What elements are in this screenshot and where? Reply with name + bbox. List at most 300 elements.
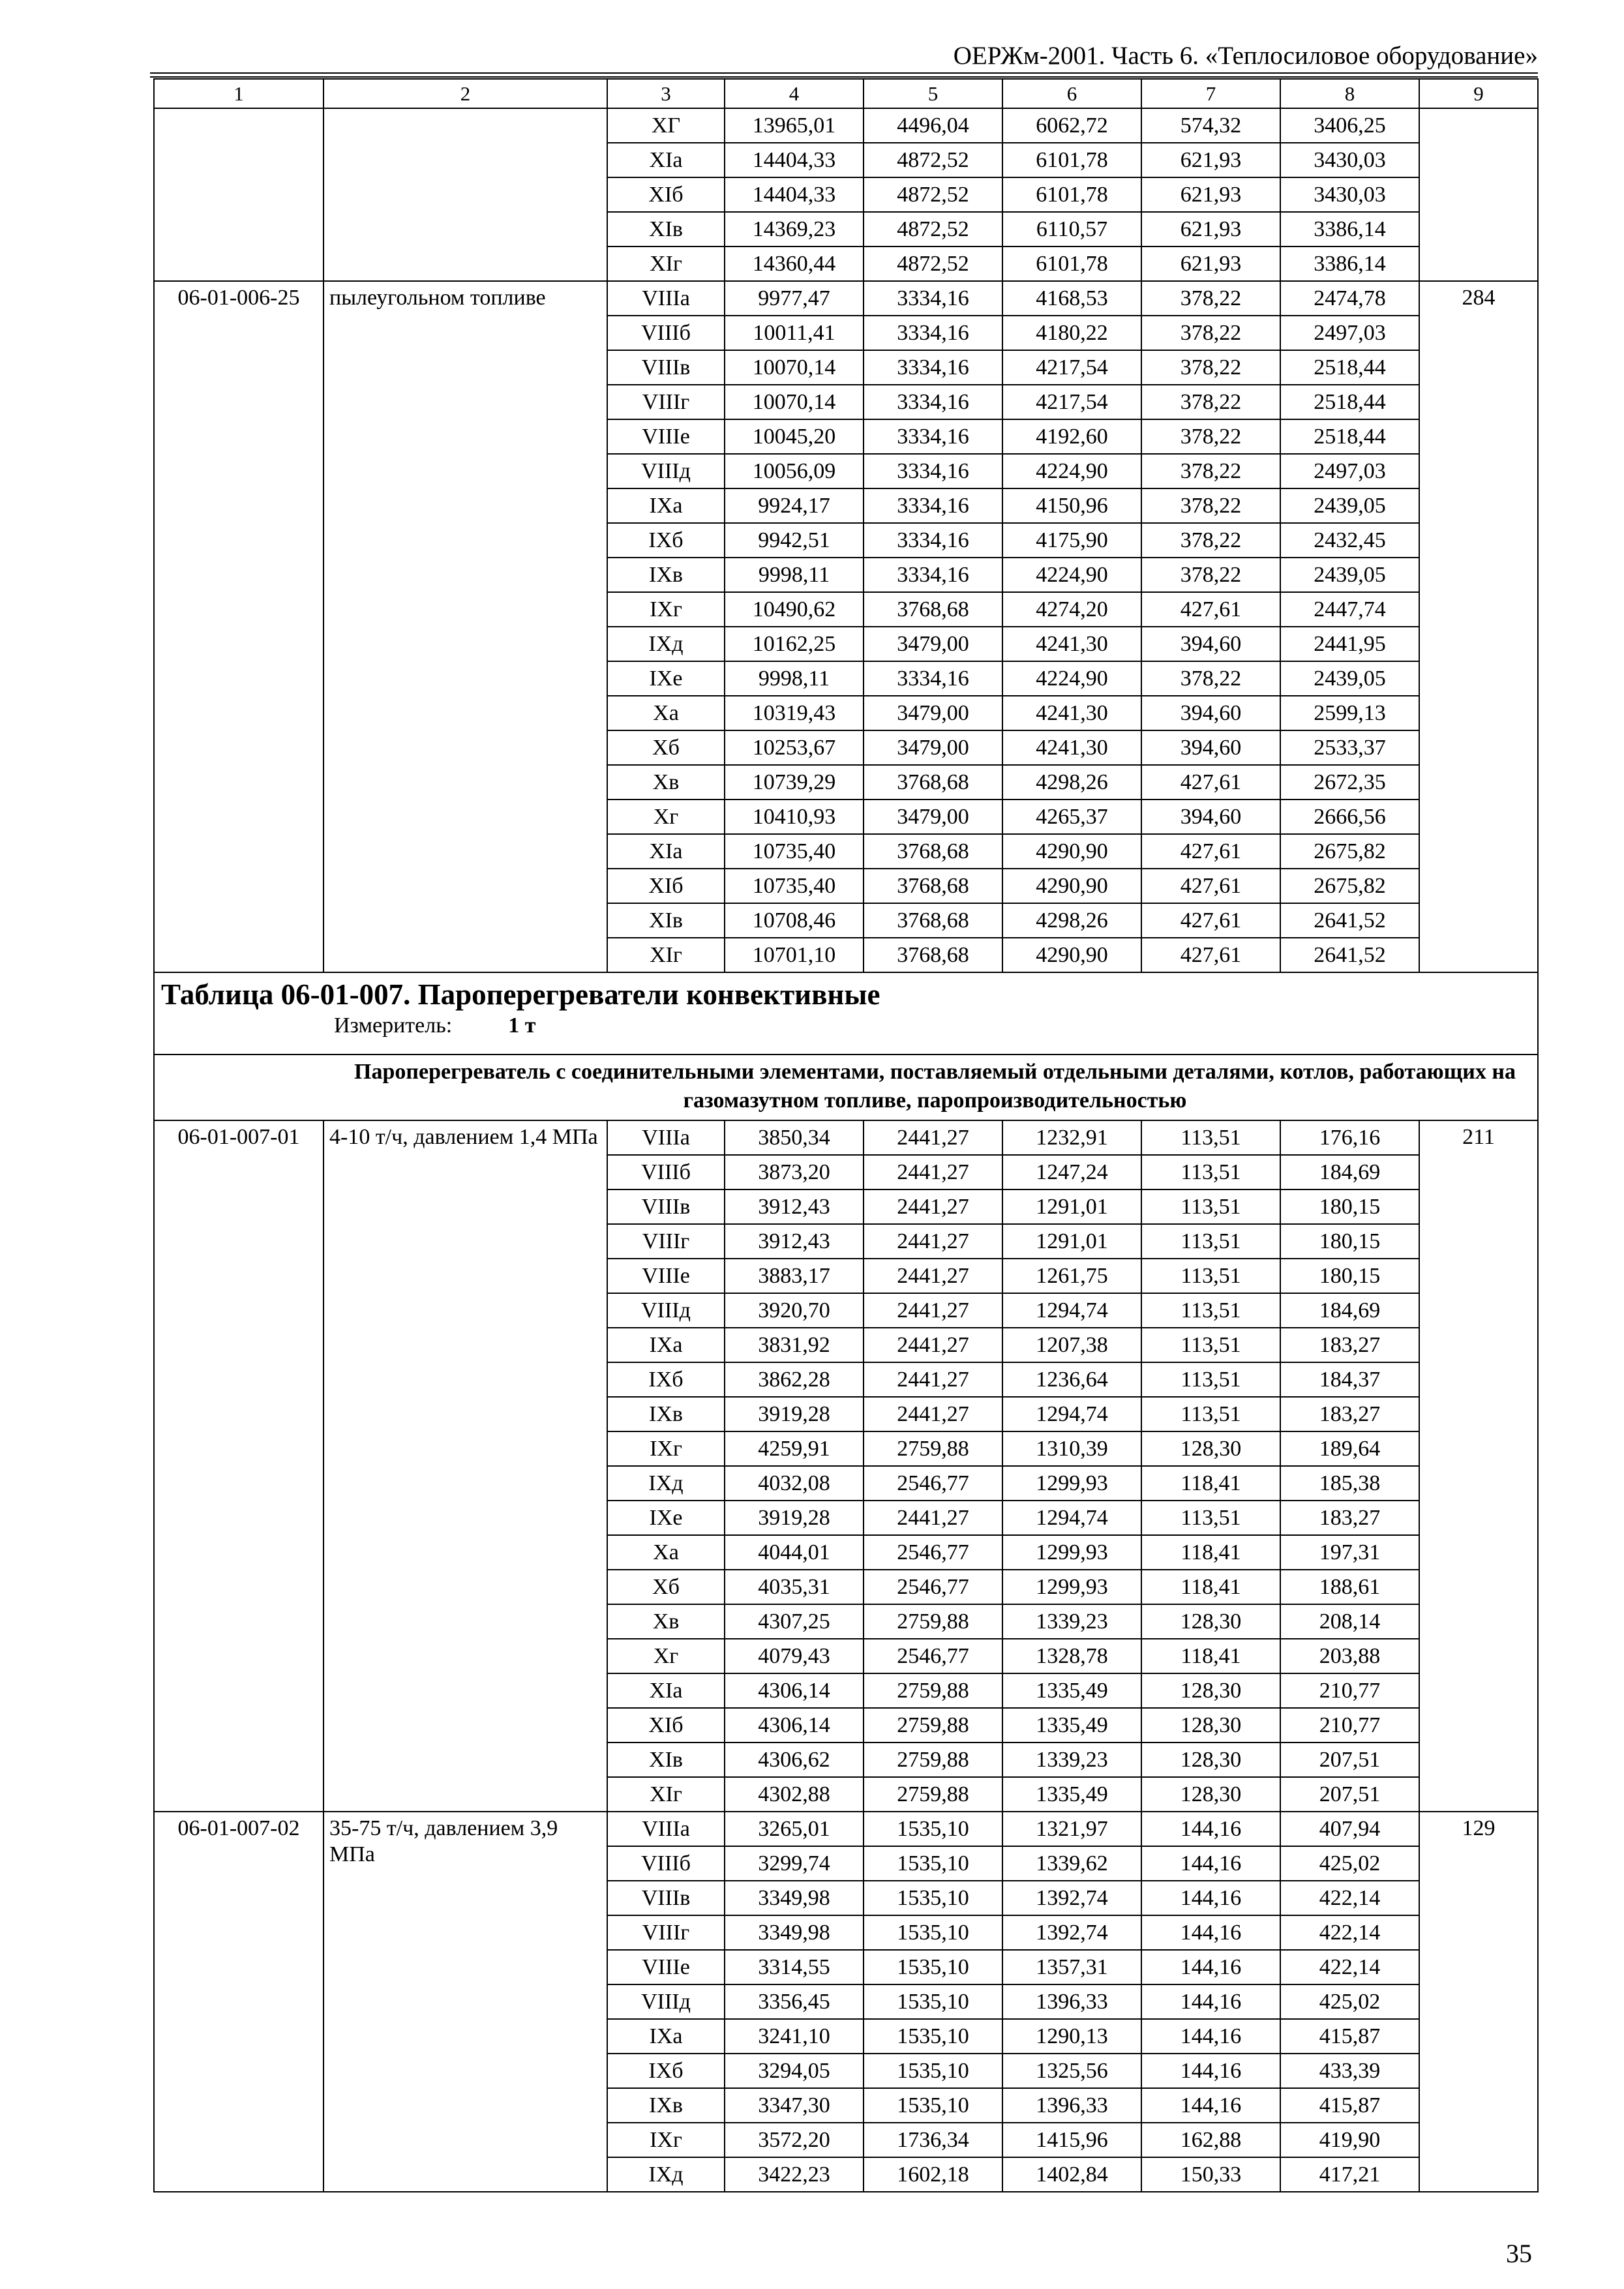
value-cell: 4180,22 xyxy=(1002,316,1141,350)
value-cell: 4224,90 xyxy=(1002,558,1141,592)
zone-cell: VIIIа xyxy=(607,1812,725,1846)
value-cell: 3334,16 xyxy=(864,281,1002,316)
value-cell: 4872,52 xyxy=(864,247,1002,281)
value-cell: 422,14 xyxy=(1280,1881,1419,1915)
value-cell: 427,61 xyxy=(1141,869,1280,903)
value-cell: 3912,43 xyxy=(725,1224,864,1259)
value-cell: 1396,33 xyxy=(1002,2088,1141,2123)
value-cell: 2441,95 xyxy=(1280,627,1419,661)
zone-cell: VIIIб xyxy=(607,316,725,350)
value-cell: 2759,88 xyxy=(864,1673,1002,1708)
value-cell: 3919,28 xyxy=(725,1397,864,1431)
zone-cell: VIIIб xyxy=(607,1846,725,1881)
value-cell: 144,16 xyxy=(1141,1846,1280,1881)
zone-cell: IXе xyxy=(607,1501,725,1535)
zone-cell: VIIIа xyxy=(607,1120,725,1155)
measure-value: 1 т xyxy=(508,1013,536,1038)
value-cell: 427,61 xyxy=(1141,834,1280,869)
value-cell: 180,15 xyxy=(1280,1259,1419,1293)
value-cell: 3850,34 xyxy=(725,1120,864,1155)
value-cell: 113,51 xyxy=(1141,1155,1280,1189)
value-cell: 3334,16 xyxy=(864,385,1002,419)
value-cell: 4044,01 xyxy=(725,1535,864,1570)
zone-cell: XГ xyxy=(607,108,725,143)
value-cell: 1207,38 xyxy=(1002,1328,1141,1362)
value-cell: 10162,25 xyxy=(725,627,864,661)
value-cell: 1328,78 xyxy=(1002,1639,1141,1673)
value-cell: 1247,24 xyxy=(1002,1155,1141,1189)
value-cell: 1602,18 xyxy=(864,2157,1002,2192)
value-cell: 2533,37 xyxy=(1280,730,1419,765)
zone-cell: VIIIа xyxy=(607,281,725,316)
value-cell: 378,22 xyxy=(1141,558,1280,592)
value-cell: 1736,34 xyxy=(864,2123,1002,2157)
value-cell: 4241,30 xyxy=(1002,730,1141,765)
value-cell: 3768,68 xyxy=(864,592,1002,627)
value-cell: 10056,09 xyxy=(725,454,864,488)
value-cell: 394,60 xyxy=(1141,730,1280,765)
zone-cell: XIб xyxy=(607,869,725,903)
value-cell: 118,41 xyxy=(1141,1535,1280,1570)
zone-cell: Xг xyxy=(607,800,725,834)
zone-cell: XIв xyxy=(607,903,725,938)
value-cell: 10735,40 xyxy=(725,869,864,903)
value-cell: 9998,11 xyxy=(725,661,864,696)
value-cell: 2432,45 xyxy=(1280,523,1419,558)
value-cell: 4175,90 xyxy=(1002,523,1141,558)
value-cell: 113,51 xyxy=(1141,1328,1280,1362)
value-cell: 3294,05 xyxy=(725,2054,864,2088)
value-cell: 1294,74 xyxy=(1002,1397,1141,1431)
value-cell: 1232,91 xyxy=(1002,1120,1141,1155)
col9-cell xyxy=(1419,108,1538,281)
zone-cell: IXб xyxy=(607,1362,725,1397)
value-cell: 2546,77 xyxy=(864,1639,1002,1673)
value-cell: 2546,77 xyxy=(864,1535,1002,1570)
description-cell: 4-10 т/ч, давлением 1,4 МПа xyxy=(323,1120,607,1812)
value-cell: 14369,23 xyxy=(725,212,864,247)
value-cell: 427,61 xyxy=(1141,903,1280,938)
value-cell: 180,15 xyxy=(1280,1189,1419,1224)
zone-cell: XIв xyxy=(607,1743,725,1777)
measure-label: Измеритель: xyxy=(334,1013,453,1038)
value-cell: 378,22 xyxy=(1141,661,1280,696)
col9-cell: 284 xyxy=(1419,281,1538,972)
value-cell: 2599,13 xyxy=(1280,696,1419,730)
value-cell: 3430,03 xyxy=(1280,177,1419,212)
value-cell: 3430,03 xyxy=(1280,143,1419,177)
header-rule-second xyxy=(150,76,1538,78)
value-cell: 1339,23 xyxy=(1002,1604,1141,1639)
value-cell: 2441,27 xyxy=(864,1189,1002,1224)
value-cell: 184,37 xyxy=(1280,1362,1419,1397)
value-cell: 3873,20 xyxy=(725,1155,864,1189)
value-cell: 118,41 xyxy=(1141,1570,1280,1604)
value-cell: 621,93 xyxy=(1141,247,1280,281)
value-cell: 118,41 xyxy=(1141,1639,1280,1673)
value-cell: 162,88 xyxy=(1141,2123,1280,2157)
column-number: 7 xyxy=(1141,79,1280,108)
zone-cell: IXд xyxy=(607,1466,725,1501)
value-cell: 10045,20 xyxy=(725,419,864,454)
zone-cell: XIа xyxy=(607,143,725,177)
zone-cell: XIг xyxy=(607,938,725,972)
zone-cell: VIIIе xyxy=(607,1950,725,1984)
table-body xyxy=(154,79,1538,2192)
value-cell: 3912,43 xyxy=(725,1189,864,1224)
value-cell: 1335,49 xyxy=(1002,1673,1141,1708)
description-cell xyxy=(323,108,607,281)
value-cell: 378,22 xyxy=(1141,316,1280,350)
section-row xyxy=(154,1055,1538,1120)
value-cell: 394,60 xyxy=(1141,696,1280,730)
value-cell: 2666,56 xyxy=(1280,800,1419,834)
col9-cell: 211 xyxy=(1419,1120,1538,1812)
table-title-row xyxy=(154,972,1538,1055)
value-cell: 415,87 xyxy=(1280,2088,1419,2123)
value-cell: 3299,74 xyxy=(725,1846,864,1881)
value-cell: 3265,01 xyxy=(725,1812,864,1846)
value-cell: 4168,53 xyxy=(1002,281,1141,316)
value-cell: 2518,44 xyxy=(1280,385,1419,419)
zone-cell: Xв xyxy=(607,1604,725,1639)
section-description: Пароперегреватель с соединительными элементами, поставляемый отдельными деталями, котлов, работающих на газомазутном топливе, паропроизводительностью xyxy=(354,1060,1516,1113)
value-cell: 2441,27 xyxy=(864,1328,1002,1362)
value-cell: 180,15 xyxy=(1280,1224,1419,1259)
value-cell: 3334,16 xyxy=(864,558,1002,592)
value-cell: 2439,05 xyxy=(1280,661,1419,696)
zone-cell: VIIIд xyxy=(607,1293,725,1328)
value-cell: 6101,78 xyxy=(1002,247,1141,281)
value-cell: 1535,10 xyxy=(864,1812,1002,1846)
value-cell: 1325,56 xyxy=(1002,2054,1141,2088)
value-cell: 2641,52 xyxy=(1280,938,1419,972)
value-cell: 1294,74 xyxy=(1002,1501,1141,1535)
value-cell: 378,22 xyxy=(1141,281,1280,316)
value-cell: 4306,14 xyxy=(725,1673,864,1708)
value-cell: 6101,78 xyxy=(1002,143,1141,177)
value-cell: 3334,16 xyxy=(864,350,1002,385)
zone-cell: VIIIе xyxy=(607,419,725,454)
value-cell: 3356,45 xyxy=(725,1984,864,2019)
value-cell: 4265,37 xyxy=(1002,800,1141,834)
column-number: 5 xyxy=(864,79,1002,108)
value-cell: 1339,62 xyxy=(1002,1846,1141,1881)
value-cell: 407,94 xyxy=(1280,1812,1419,1846)
value-cell: 1396,33 xyxy=(1002,1984,1141,2019)
value-cell: 621,93 xyxy=(1141,212,1280,247)
value-cell: 6110,57 xyxy=(1002,212,1141,247)
zone-cell: IXб xyxy=(607,523,725,558)
zone-cell: VIIIг xyxy=(607,1224,725,1259)
column-number: 9 xyxy=(1419,79,1538,108)
value-cell: 378,22 xyxy=(1141,350,1280,385)
value-cell: 14360,44 xyxy=(725,247,864,281)
value-cell: 144,16 xyxy=(1141,2088,1280,2123)
zone-cell: IXг xyxy=(607,1431,725,1466)
zone-cell: VIIIд xyxy=(607,1984,725,2019)
value-cell: 128,30 xyxy=(1141,1673,1280,1708)
value-cell: 4872,52 xyxy=(864,177,1002,212)
value-cell: 4298,26 xyxy=(1002,903,1141,938)
value-cell: 3479,00 xyxy=(864,696,1002,730)
value-cell: 9924,17 xyxy=(725,488,864,523)
zone-cell: IXа xyxy=(607,1328,725,1362)
zone-cell: XIг xyxy=(607,247,725,281)
value-cell: 1392,74 xyxy=(1002,1881,1141,1915)
value-cell: 4274,20 xyxy=(1002,592,1141,627)
page-number: 35 xyxy=(1506,2239,1532,2268)
value-cell: 113,51 xyxy=(1141,1397,1280,1431)
value-cell: 1415,96 xyxy=(1002,2123,1141,2157)
value-cell: 10735,40 xyxy=(725,834,864,869)
value-cell: 183,27 xyxy=(1280,1328,1419,1362)
value-cell: 128,30 xyxy=(1141,1708,1280,1743)
column-number: 8 xyxy=(1280,79,1419,108)
value-cell: 2546,77 xyxy=(864,1466,1002,1501)
value-cell: 128,30 xyxy=(1141,1604,1280,1639)
value-cell: 4150,96 xyxy=(1002,488,1141,523)
value-cell: 1535,10 xyxy=(864,1881,1002,1915)
value-cell: 2759,88 xyxy=(864,1604,1002,1639)
zone-cell: Xг xyxy=(607,1639,725,1673)
value-cell: 4035,31 xyxy=(725,1570,864,1604)
value-cell: 3349,98 xyxy=(725,1915,864,1950)
value-cell: 2672,35 xyxy=(1280,765,1419,800)
table-title-cell xyxy=(154,972,1538,1055)
table-row xyxy=(154,1120,1538,1155)
zone-cell: VIIIг xyxy=(607,1915,725,1950)
value-cell: 3572,20 xyxy=(725,2123,864,2157)
zone-cell: Xа xyxy=(607,696,725,730)
value-cell: 1335,49 xyxy=(1002,1708,1141,1743)
value-cell: 113,51 xyxy=(1141,1224,1280,1259)
code-cell xyxy=(154,108,323,281)
zone-cell: IXе xyxy=(607,661,725,696)
value-cell: 378,22 xyxy=(1141,419,1280,454)
value-cell: 113,51 xyxy=(1141,1293,1280,1328)
value-cell: 417,21 xyxy=(1280,2157,1419,2192)
value-cell: 3883,17 xyxy=(725,1259,864,1293)
value-cell: 9998,11 xyxy=(725,558,864,592)
value-cell: 128,30 xyxy=(1141,1431,1280,1466)
value-cell: 2675,82 xyxy=(1280,869,1419,903)
table-row xyxy=(154,108,1538,143)
value-cell: 425,02 xyxy=(1280,1984,1419,2019)
value-cell: 3314,55 xyxy=(725,1950,864,1984)
value-cell: 1535,10 xyxy=(864,1984,1002,2019)
value-cell: 210,77 xyxy=(1280,1673,1419,1708)
zone-cell: VIIIб xyxy=(607,1155,725,1189)
column-number: 4 xyxy=(725,79,864,108)
table-title: Таблица 06-01-007. Пароперегреватели конвективные xyxy=(161,978,880,1011)
zone-cell: IXг xyxy=(607,592,725,627)
column-number: 6 xyxy=(1002,79,1141,108)
value-cell: 10319,43 xyxy=(725,696,864,730)
value-cell: 2441,27 xyxy=(864,1397,1002,1431)
value-cell: 3479,00 xyxy=(864,800,1002,834)
value-cell: 2759,88 xyxy=(864,1431,1002,1466)
zone-cell: VIIIв xyxy=(607,350,725,385)
value-cell: 3347,30 xyxy=(725,2088,864,2123)
section-cell xyxy=(154,1055,1538,1120)
value-cell: 2675,82 xyxy=(1280,834,1419,869)
value-cell: 4217,54 xyxy=(1002,350,1141,385)
value-cell: 4872,52 xyxy=(864,212,1002,247)
header-rule xyxy=(150,72,1538,74)
value-cell: 4307,25 xyxy=(725,1604,864,1639)
zone-cell: VIIIг xyxy=(607,385,725,419)
value-cell: 394,60 xyxy=(1141,627,1280,661)
value-cell: 378,22 xyxy=(1141,385,1280,419)
value-cell: 2441,27 xyxy=(864,1224,1002,1259)
value-cell: 2518,44 xyxy=(1280,419,1419,454)
value-cell: 1535,10 xyxy=(864,2019,1002,2054)
value-cell: 4298,26 xyxy=(1002,765,1141,800)
value-cell: 9977,47 xyxy=(725,281,864,316)
value-cell: 118,41 xyxy=(1141,1466,1280,1501)
value-cell: 4241,30 xyxy=(1002,696,1141,730)
value-cell: 10490,62 xyxy=(725,592,864,627)
value-cell: 10011,41 xyxy=(725,316,864,350)
value-cell: 208,14 xyxy=(1280,1604,1419,1639)
value-cell: 427,61 xyxy=(1141,765,1280,800)
value-cell: 2441,27 xyxy=(864,1155,1002,1189)
value-cell: 378,22 xyxy=(1141,488,1280,523)
value-cell: 144,16 xyxy=(1141,1812,1280,1846)
value-cell: 10739,29 xyxy=(725,765,864,800)
value-cell: 9942,51 xyxy=(725,523,864,558)
value-cell: 4302,88 xyxy=(725,1777,864,1812)
value-cell: 419,90 xyxy=(1280,2123,1419,2157)
value-cell: 4259,91 xyxy=(725,1431,864,1466)
column-number-row xyxy=(154,79,1538,108)
value-cell: 2441,27 xyxy=(864,1120,1002,1155)
value-cell: 4872,52 xyxy=(864,143,1002,177)
value-cell: 415,87 xyxy=(1280,2019,1419,2054)
value-cell: 621,93 xyxy=(1141,177,1280,212)
value-cell: 14404,33 xyxy=(725,143,864,177)
value-cell: 113,51 xyxy=(1141,1501,1280,1535)
zone-cell: IXб xyxy=(607,2054,725,2088)
value-cell: 1299,93 xyxy=(1002,1535,1141,1570)
value-cell: 207,51 xyxy=(1280,1777,1419,1812)
value-cell: 2439,05 xyxy=(1280,558,1419,592)
zone-cell: XIб xyxy=(607,1708,725,1743)
value-cell: 4306,62 xyxy=(725,1743,864,1777)
value-cell: 144,16 xyxy=(1141,1915,1280,1950)
value-cell: 128,30 xyxy=(1141,1777,1280,1812)
value-cell: 4224,90 xyxy=(1002,661,1141,696)
value-cell: 3334,16 xyxy=(864,316,1002,350)
description-cell: пылеугольном топливе xyxy=(323,281,607,972)
value-cell: 2497,03 xyxy=(1280,454,1419,488)
value-cell: 427,61 xyxy=(1141,938,1280,972)
value-cell: 1535,10 xyxy=(864,2054,1002,2088)
value-cell: 188,61 xyxy=(1280,1570,1419,1604)
value-cell: 2759,88 xyxy=(864,1777,1002,1812)
value-cell: 1535,10 xyxy=(864,1846,1002,1881)
value-cell: 184,69 xyxy=(1280,1155,1419,1189)
value-cell: 4241,30 xyxy=(1002,627,1141,661)
value-cell: 4290,90 xyxy=(1002,869,1141,903)
value-cell: 1392,74 xyxy=(1002,1915,1141,1950)
value-cell: 4079,43 xyxy=(725,1639,864,1673)
table-row xyxy=(154,281,1538,316)
zone-cell: Xб xyxy=(607,730,725,765)
value-cell: 3920,70 xyxy=(725,1293,864,1328)
value-cell: 422,14 xyxy=(1280,1915,1419,1950)
value-cell: 1299,93 xyxy=(1002,1466,1141,1501)
zone-cell: IXв xyxy=(607,1397,725,1431)
column-number: 1 xyxy=(154,79,323,108)
zone-cell: VIIIв xyxy=(607,1881,725,1915)
value-cell: 3241,10 xyxy=(725,2019,864,2054)
code-cell: 06-01-007-02 xyxy=(154,1812,323,2192)
value-cell: 1291,01 xyxy=(1002,1189,1141,1224)
zone-cell: VIIIв xyxy=(607,1189,725,1224)
value-cell: 1535,10 xyxy=(864,1915,1002,1950)
zone-cell: IXа xyxy=(607,2019,725,2054)
value-cell: 3349,98 xyxy=(725,1881,864,1915)
value-cell: 3334,16 xyxy=(864,523,1002,558)
zone-cell: IXв xyxy=(607,558,725,592)
value-cell: 13965,01 xyxy=(725,108,864,143)
value-cell: 4496,04 xyxy=(864,108,1002,143)
value-cell: 1290,13 xyxy=(1002,2019,1141,2054)
zone-cell: Xа xyxy=(607,1535,725,1570)
value-cell: 1335,49 xyxy=(1002,1777,1141,1812)
value-cell: 3479,00 xyxy=(864,627,1002,661)
value-cell: 144,16 xyxy=(1141,2019,1280,2054)
value-cell: 14404,33 xyxy=(725,177,864,212)
zone-cell: IXг xyxy=(607,2123,725,2157)
value-cell: 113,51 xyxy=(1141,1189,1280,1224)
value-cell: 1310,39 xyxy=(1002,1431,1141,1466)
zone-cell: IXа xyxy=(607,488,725,523)
value-cell: 1261,75 xyxy=(1002,1259,1141,1293)
code-cell: 06-01-006-25 xyxy=(154,281,323,972)
value-cell: 422,14 xyxy=(1280,1950,1419,1984)
value-cell: 1291,01 xyxy=(1002,1224,1141,1259)
value-cell: 1294,74 xyxy=(1002,1293,1141,1328)
value-cell: 128,30 xyxy=(1141,1743,1280,1777)
value-cell: 2641,52 xyxy=(1280,903,1419,938)
value-cell: 3386,14 xyxy=(1280,247,1419,281)
value-cell: 4290,90 xyxy=(1002,834,1141,869)
value-cell: 433,39 xyxy=(1280,2054,1419,2088)
table-row xyxy=(154,1812,1538,1846)
zone-cell: IXд xyxy=(607,2157,725,2192)
zone-cell: XIа xyxy=(607,1673,725,1708)
value-cell: 2441,27 xyxy=(864,1293,1002,1328)
value-cell: 4290,90 xyxy=(1002,938,1141,972)
col9-cell: 129 xyxy=(1419,1812,1538,2192)
value-cell: 2439,05 xyxy=(1280,488,1419,523)
value-cell: 10701,10 xyxy=(725,938,864,972)
zone-cell: VIIIд xyxy=(607,454,725,488)
value-cell: 2497,03 xyxy=(1280,316,1419,350)
value-cell: 3768,68 xyxy=(864,869,1002,903)
measure-line xyxy=(334,1013,1531,1039)
running-header: ОЕРЖм-2001. Часть 6. «Теплосиловое оборудование» xyxy=(953,42,1538,70)
value-cell: 2441,27 xyxy=(864,1501,1002,1535)
value-cell: 3768,68 xyxy=(864,765,1002,800)
value-cell: 144,16 xyxy=(1141,1881,1280,1915)
value-cell: 144,16 xyxy=(1141,2054,1280,2088)
value-cell: 4224,90 xyxy=(1002,454,1141,488)
value-cell: 1236,64 xyxy=(1002,1362,1141,1397)
